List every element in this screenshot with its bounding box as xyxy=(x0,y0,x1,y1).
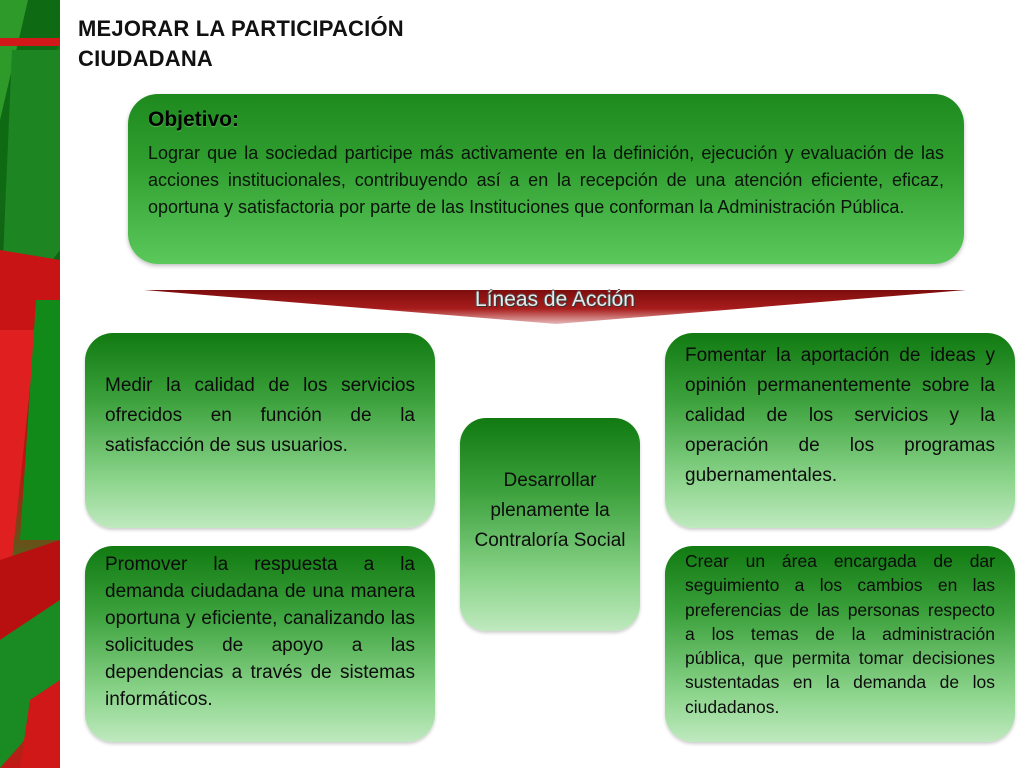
action-text: Promover la respuesta a la demanda ciudadana de una manera oportuna y eficiente, canalizando las solicitudes de apoyo a las dependencias a través de sistemas informáticos. xyxy=(105,554,415,710)
action-box-foment-ideas xyxy=(665,333,1015,528)
objective-heading: Objetivo: xyxy=(148,108,240,131)
slide-title: MEJORAR LA PARTICIPACIÓN CIUDADANA xyxy=(78,16,404,71)
action-box-create-area xyxy=(665,546,1015,742)
objective-box xyxy=(128,94,964,264)
action-text: Desarrollar plenamente la Contraloría Social xyxy=(474,470,626,551)
decorative-side-pattern xyxy=(0,0,60,768)
action-box-contraloria-social xyxy=(460,418,640,631)
action-text: Medir la calidad de los servicios ofrecidos en función de la satisfacción de sus usuarios. xyxy=(105,375,415,456)
action-text: Crear un área encargada de dar seguimiento a los cambios en las preferencias de las personas respecto a los temas de la administración pública, que permita tomar decisiones sustentadas en la demanda de los ciudadanos. xyxy=(685,551,995,717)
decorative-side-band xyxy=(0,0,60,768)
action-text: Fomentar la aportación de ideas y opinión permanentemente sobre la calidad de los servicios y la operación de los programas gubernamentales. xyxy=(685,345,995,486)
objective-text: Lograr que la sociedad participe más activamente en la definición, ejecución y evaluación de las acciones institucionales, contribuyendo así a en la recepción de una atención eficiente, eficaz, oportuna y satisfactoria por parte de las Instituciones que conforman la Administración Pública. xyxy=(148,143,944,217)
action-box-measure-quality xyxy=(85,333,435,528)
lines-of-action-label: Líneas de Acción xyxy=(475,288,635,311)
action-box-promote-response xyxy=(85,546,435,742)
